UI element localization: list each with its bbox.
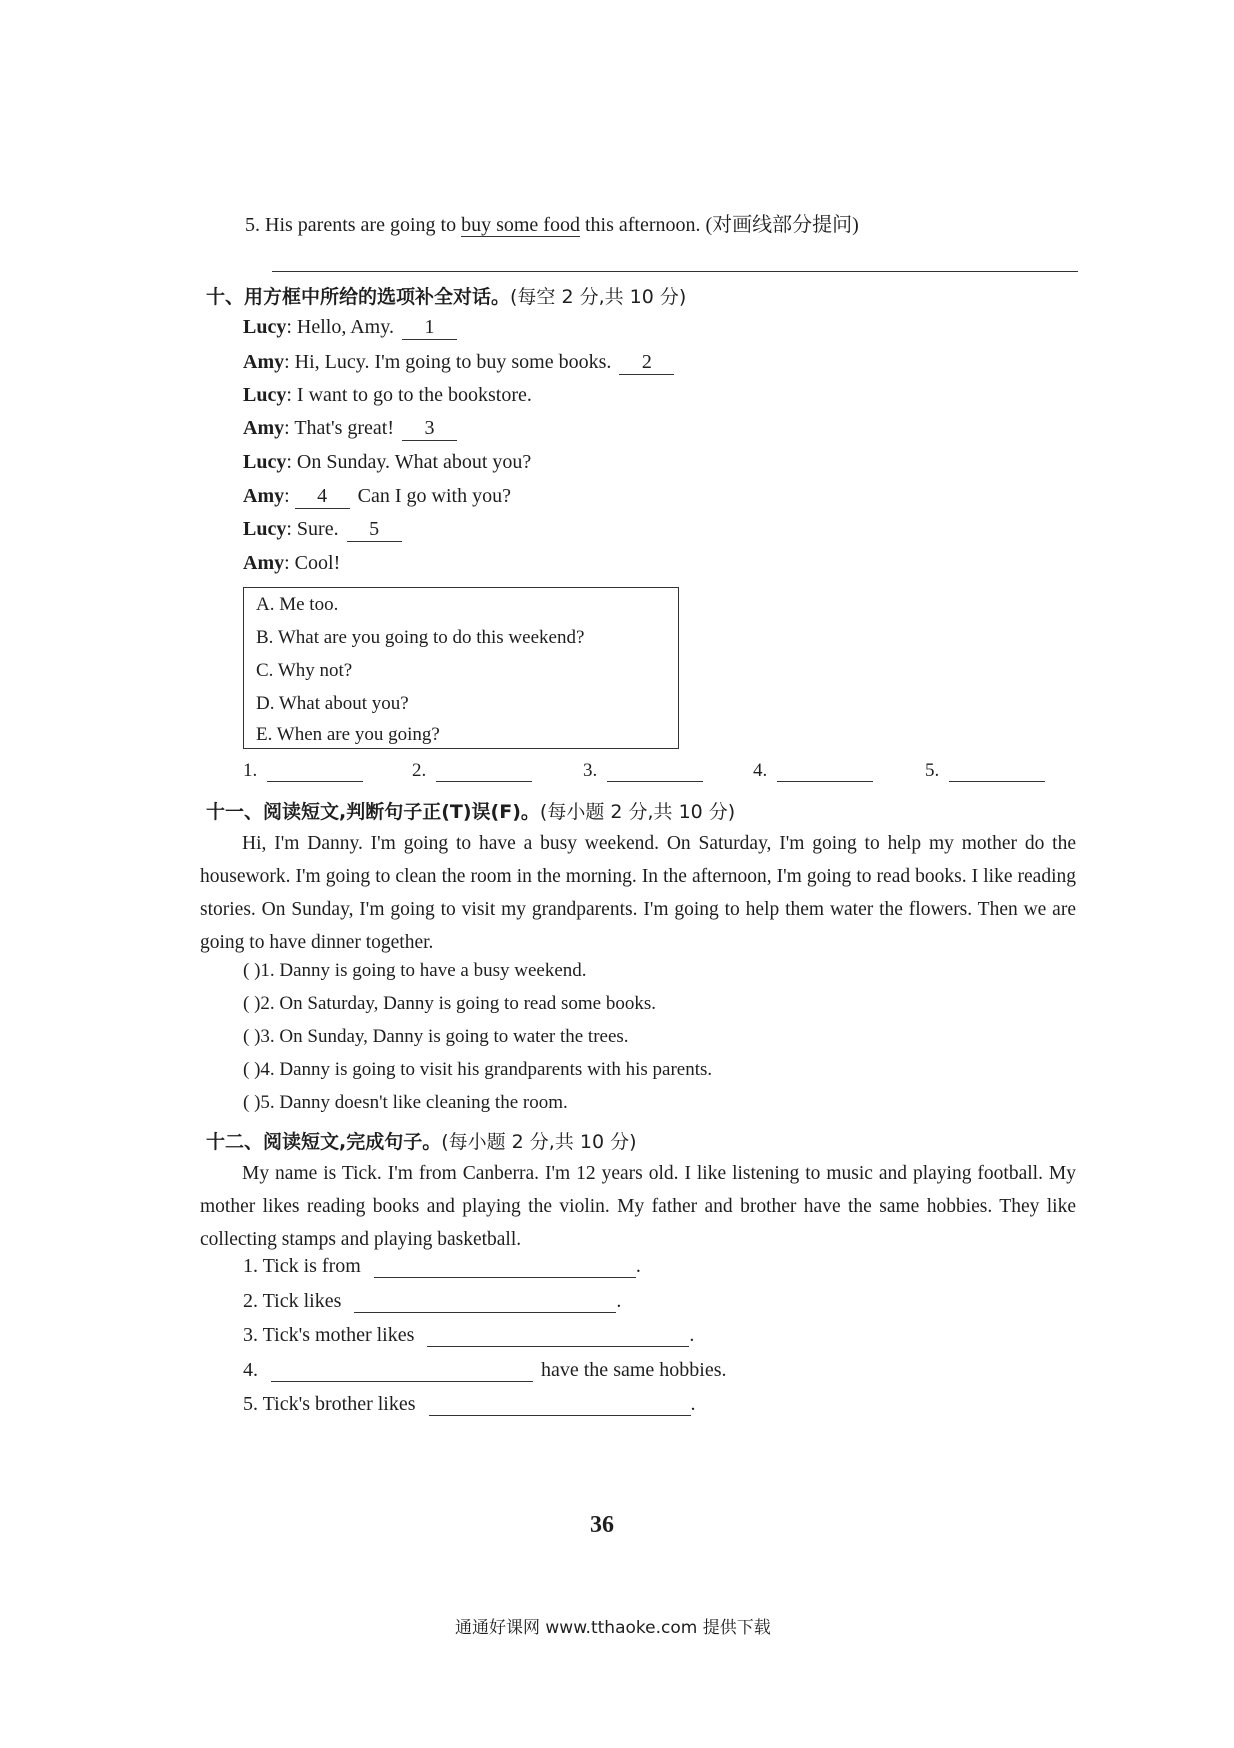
option-d: D. What about you? (256, 693, 409, 714)
speaker-colon: : (286, 316, 297, 338)
option-c: C. Why not? (256, 660, 353, 681)
fill-item-2 (243, 1290, 621, 1313)
section-10-title (206, 282, 686, 309)
dialogue-text: Hi, Lucy. I'm going to buy some books. (294, 351, 612, 373)
speaker-colon: : (284, 552, 295, 574)
section-12-title (206, 1127, 637, 1154)
answer-slot-5 (925, 760, 1045, 782)
fill-item-text: 4. (243, 1359, 258, 1381)
answer-slot-4 (753, 760, 873, 782)
fill-item-end: have the same hobbies. (541, 1359, 727, 1381)
option-e: E. When are you going? (256, 724, 440, 745)
speaker-name: Lucy (243, 451, 287, 473)
dialogue-line (243, 485, 511, 509)
speaker-colon: : (286, 518, 297, 540)
speaker-name: Lucy (243, 384, 287, 406)
dialogue-text: I want to go to the bookstore. (296, 384, 532, 406)
fill-blank[interactable] (354, 1294, 616, 1313)
dialogue-line (243, 384, 532, 407)
section-12-passage (200, 1157, 1076, 1256)
section-10-points: (每空 2 分,共 10 分) (510, 286, 687, 308)
fill-item-4 (243, 1359, 727, 1382)
speaker-colon: : (286, 451, 297, 473)
q5-prefix: 5. His parents are going to (245, 214, 457, 236)
fill-item-5 (243, 1393, 696, 1416)
answer-blank[interactable] (267, 763, 363, 782)
fill-item-end: . (616, 1290, 622, 1312)
dialogue-line (243, 351, 674, 375)
passage-text: My name is Tick. I'm from Canberra. I'm 12 years old. I like listening to music and playing football. My mother likes reading books and playing the violin. My father and brother have the same hobbies. They like collecting stamps and playing basketball. (200, 1163, 1076, 1250)
dialogue-line (243, 417, 457, 441)
section-10-heading: 十、用方框中所给的选项补全对话。 (206, 286, 511, 308)
section-11-points: (每小题 2 分,共 10 分) (539, 801, 736, 823)
dialogue-text: That's great! (294, 417, 394, 439)
speaker-colon: : (284, 351, 295, 373)
fill-item-end: . (635, 1255, 641, 1277)
dialogue-text: Hello, Amy. (296, 316, 394, 338)
fill-item-text: 3. Tick's mother likes (243, 1324, 415, 1346)
answer-label: 2. (412, 760, 427, 781)
answer-label: 4. (753, 760, 768, 781)
speaker-name: Amy (243, 417, 285, 439)
speaker-colon: : (284, 417, 295, 439)
speaker-colon: : (286, 384, 297, 406)
speaker-name: Amy (243, 351, 285, 373)
answer-slot-1 (243, 760, 363, 782)
fill-blank[interactable] (271, 1363, 533, 1382)
dialogue-line (243, 451, 531, 474)
fill-item-3 (243, 1324, 694, 1347)
answer-blank[interactable] (436, 763, 532, 782)
speaker-colon: : (284, 485, 295, 507)
speaker-name: Amy (243, 552, 285, 574)
dialogue-blank[interactable]: 2 (619, 351, 674, 375)
dialogue-text: Cool! (294, 552, 341, 574)
options-box (243, 587, 679, 749)
section-11-passage (200, 827, 1076, 959)
q5-underlined-phrase: buy some food (461, 214, 580, 236)
tf-item-3: ( )3. On Sunday, Danny is going to water the trees. (243, 1026, 629, 1047)
speaker-name: Amy (243, 485, 285, 507)
fill-blank[interactable] (429, 1397, 691, 1416)
answer-slot-2 (412, 760, 532, 782)
dialogue-blank[interactable]: 1 (402, 316, 457, 340)
answer-slot-3 (583, 760, 703, 782)
tf-item-2: ( )2. On Saturday, Danny is going to read some books. (243, 993, 657, 1014)
q5-answer-line[interactable] (272, 271, 1078, 272)
section-11-title (206, 797, 735, 824)
footer-credit: 通通好课网 www.tthaoke.com 提供下载 (455, 1618, 771, 1638)
speaker-name: Lucy (243, 316, 287, 338)
section-11-heading: 十一、阅读短文,判断句子正(T)误(F)。 (206, 801, 540, 823)
fill-blank[interactable] (427, 1328, 689, 1347)
dialogue-line (243, 316, 457, 340)
tf-item-1: ( )1. Danny is going to have a busy weekend. (243, 960, 587, 981)
tf-item-5: ( )5. Danny doesn't like cleaning the room. (243, 1092, 568, 1113)
dialogue-blank[interactable]: 3 (402, 417, 457, 441)
dialogue-blank[interactable]: 5 (347, 518, 402, 542)
speaker-name: Lucy (243, 518, 287, 540)
page-number: 36 (590, 1512, 614, 1538)
dialogue-text-after: Can I go with you? (357, 485, 511, 507)
fill-item-end: . (690, 1393, 696, 1415)
answer-label: 3. (583, 760, 598, 781)
section-12-points: (每小题 2 分,共 10 分) (441, 1131, 637, 1153)
dialogue-blank[interactable]: 4 (295, 485, 350, 509)
q5-suffix: this afternoon. (对画线部分提问) (584, 214, 859, 236)
tf-item-4: ( )4. Danny is going to visit his grandparents with his parents. (243, 1059, 713, 1080)
answer-label: 5. (925, 760, 940, 781)
section-12-heading: 十二、阅读短文,完成句子。 (206, 1131, 442, 1153)
answer-label: 1. (243, 760, 258, 781)
option-a: A. Me too. (256, 594, 339, 615)
answer-blank[interactable] (949, 763, 1045, 782)
dialogue-text: Sure. (296, 518, 339, 540)
fill-item-1 (243, 1255, 641, 1278)
dialogue-text: On Sunday. What about you? (296, 451, 532, 473)
dialogue-line (243, 552, 340, 575)
fill-item-text: 5. Tick's brother likes (243, 1393, 416, 1415)
fill-blank[interactable] (374, 1259, 636, 1278)
question-5 (245, 208, 859, 237)
answer-blank[interactable] (777, 763, 873, 782)
fill-item-text: 2. Tick likes (243, 1290, 342, 1312)
fill-item-end: . (689, 1324, 695, 1346)
answer-blank[interactable] (607, 763, 703, 782)
passage-text: Hi, I'm Danny. I'm going to have a busy weekend. On Saturday, I'm going to help my mother do the housework. I'm going to clean the room in the morning. In the afternoon, I'm going to read books. I like reading stories. On Sunday, I'm going to visit my grandparents. I'm going to help them water the flowers. Then we are going to have dinner together. (200, 833, 1076, 953)
dialogue-line (243, 518, 402, 542)
option-b: B. What are you going to do this weekend? (256, 627, 585, 648)
fill-item-text: 1. Tick is from (243, 1255, 361, 1277)
